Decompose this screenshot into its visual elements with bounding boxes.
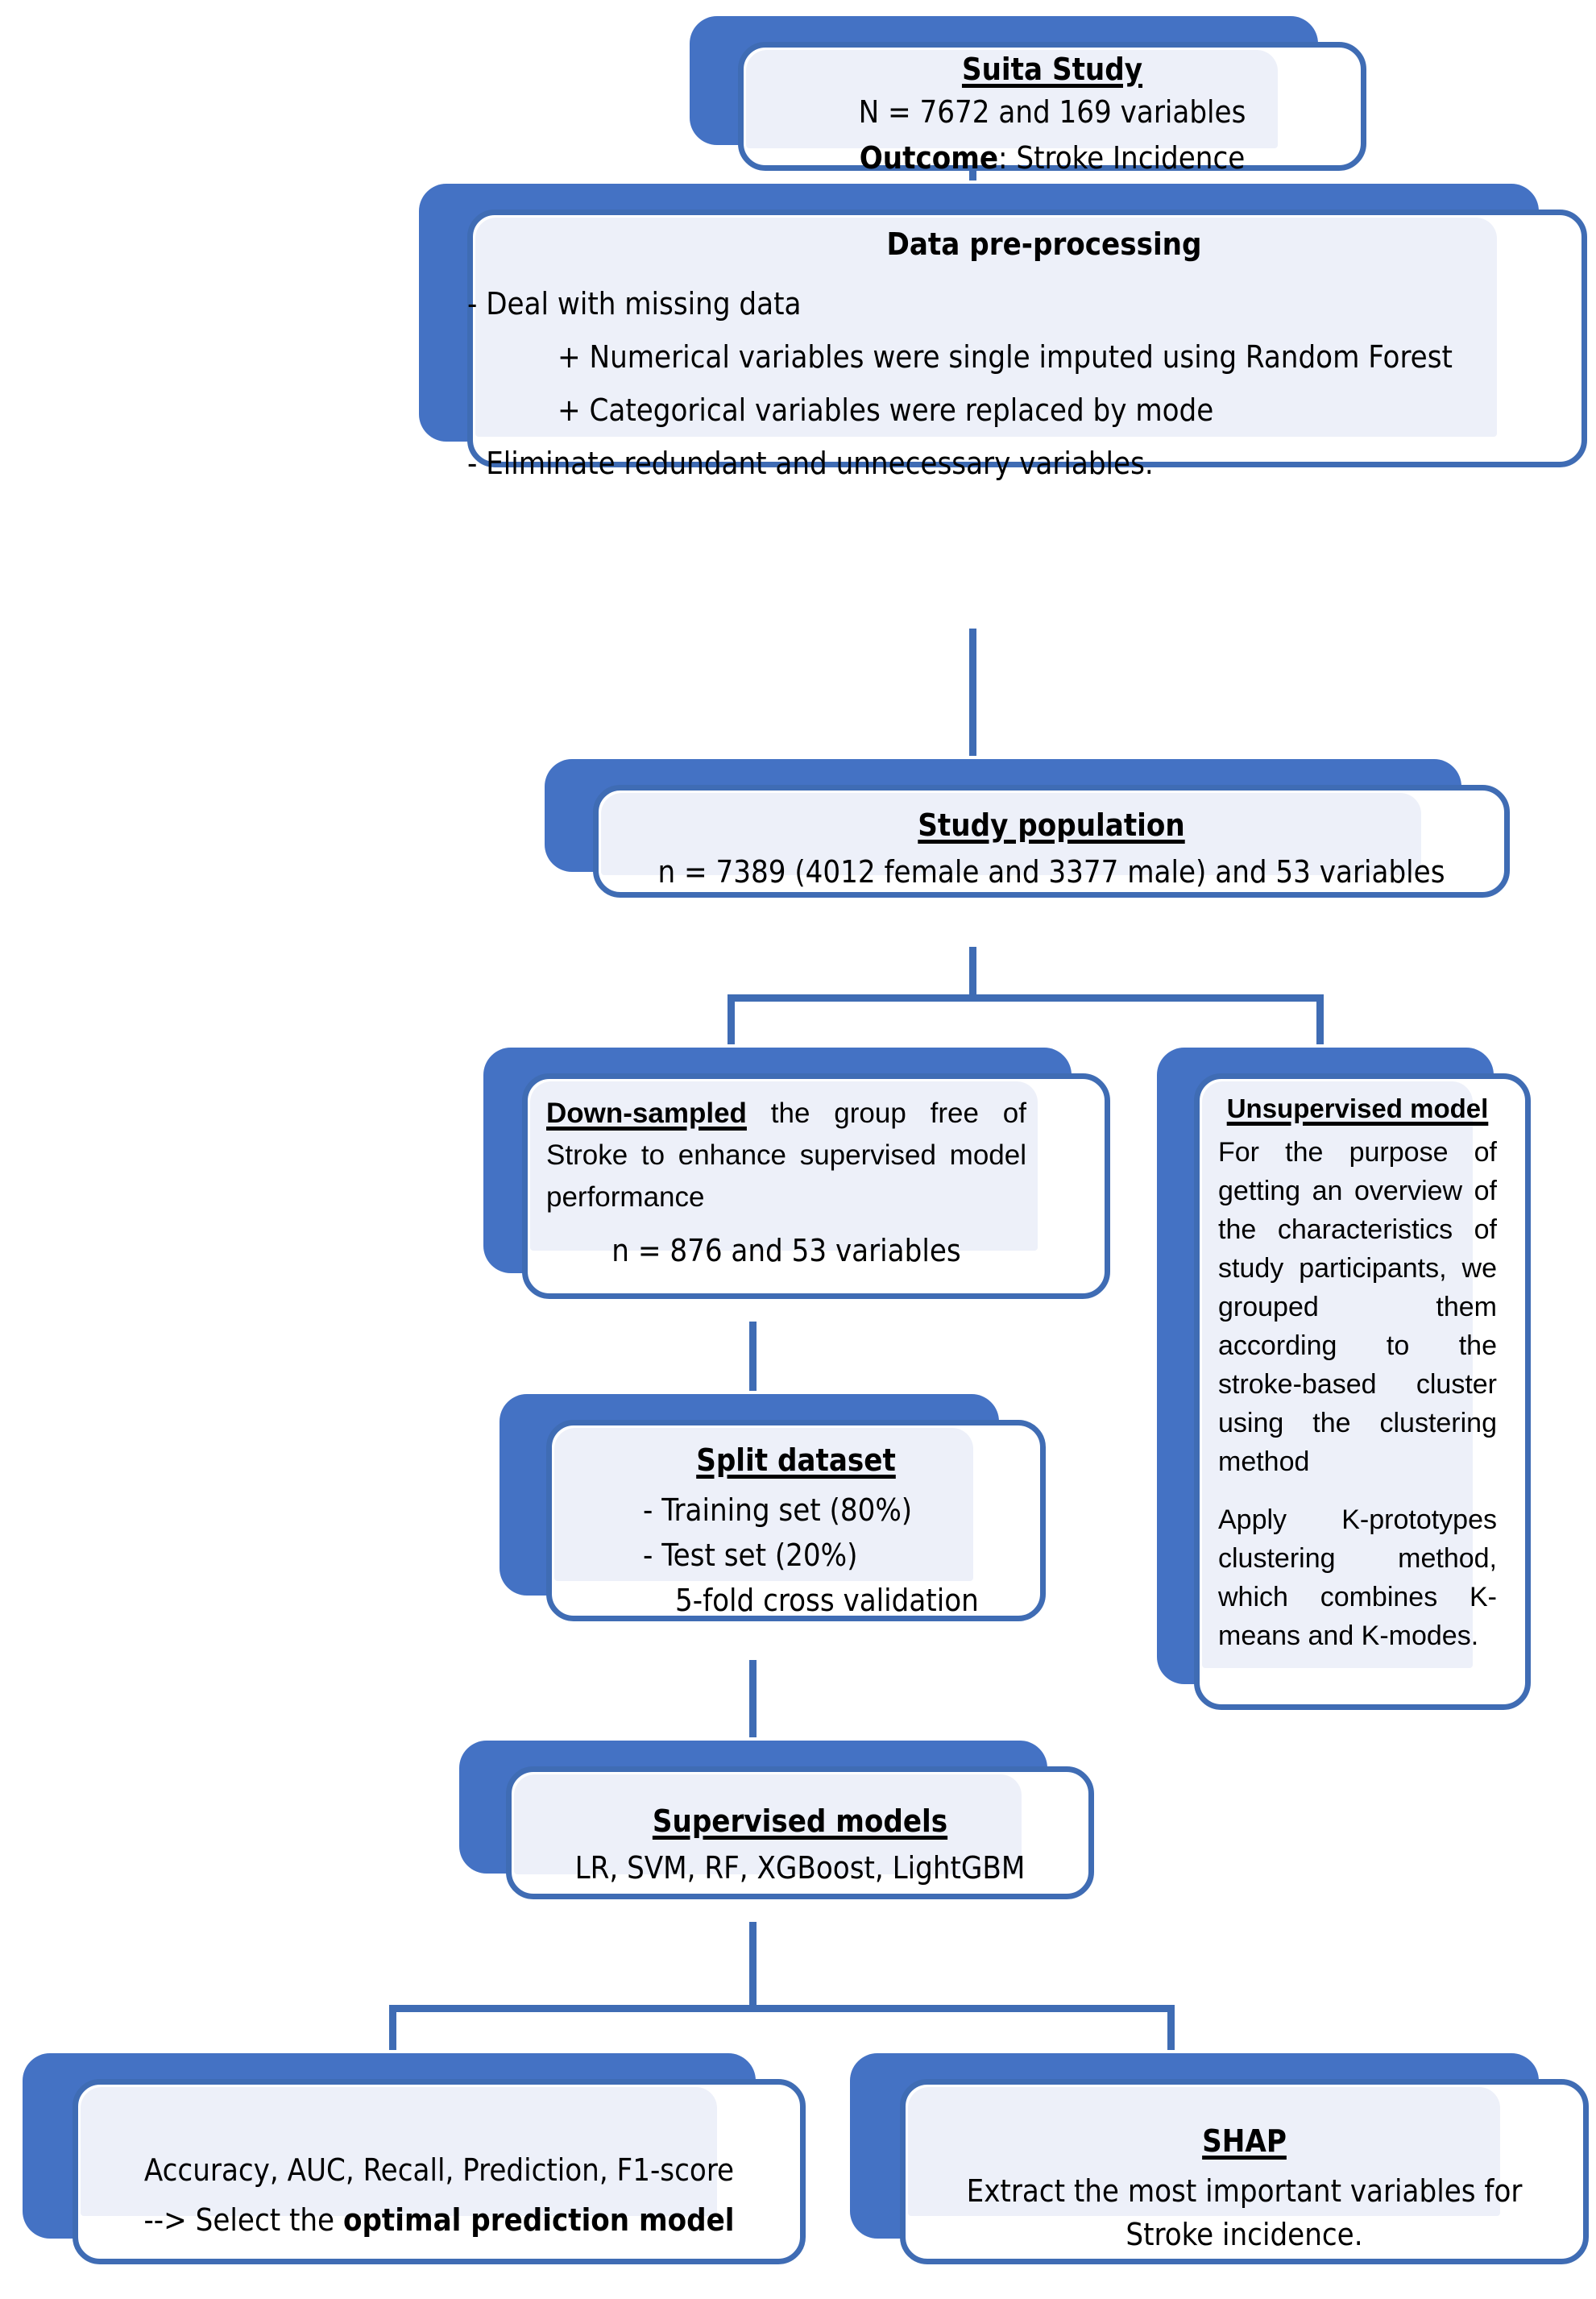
split-dataset-line1: - Training set (80%)	[643, 1492, 913, 1528]
suita-study-text	[738, 50, 1366, 178]
preprocessing-line1: - Deal with missing data	[467, 286, 802, 322]
evaluation-metrics-arrow-text: --> Select the	[143, 2202, 343, 2238]
node-unsupervised-model[interactable]	[1157, 1048, 1497, 1684]
preprocessing-line2: + Numerical variables were single imputed using Random Forest	[558, 339, 1453, 375]
split-dataset-text	[546, 1438, 1046, 1623]
evaluation-metrics-optimal: optimal prediction model	[342, 2202, 735, 2238]
study-population-title: Study population	[918, 807, 1185, 843]
node-study-population[interactable]	[545, 759, 1461, 890]
down-sampled-rest: the group free of Stroke to enhance supervised model performance	[546, 1098, 1026, 1213]
shap-line2: Stroke incidence.	[1125, 2217, 1363, 2252]
suita-study-outcome-label: Outcome	[859, 140, 999, 176]
split-dataset-line2: - Test set (20%)	[643, 1538, 858, 1573]
unsupervised-text	[1218, 1089, 1497, 1655]
node-supervised-models[interactable]	[459, 1741, 1047, 1886]
study-population-line1: n = 7389 (4012 female and 3377 male) and 53 variables	[657, 854, 1445, 890]
node-data-preprocessing[interactable]	[419, 184, 1539, 481]
supervised-models-line1: LR, SVM, RF, XGBoost, LightGBM	[574, 1850, 1026, 1886]
supervised-models-title: Supervised models	[652, 1803, 948, 1839]
preprocessing-title: Data pre-processing	[886, 226, 1202, 262]
node-evaluation-metrics[interactable]	[23, 2053, 756, 2239]
node-split-dataset[interactable]	[500, 1394, 999, 1618]
shap-text	[900, 2119, 1589, 2256]
evaluation-metrics-line2	[73, 2195, 806, 2245]
evaluation-metrics-text	[73, 2145, 806, 2245]
down-sampled-text	[546, 1093, 1026, 1272]
preprocessing-line4: - Eliminate redundant and unnecessary variables.	[467, 446, 1154, 481]
split-dataset-line3: 5-fold cross validation	[675, 1583, 979, 1618]
preprocessing-text	[445, 218, 1596, 490]
suita-study-line2	[738, 139, 1366, 178]
suita-study-line1: N = 7672 and 169 variables	[858, 94, 1246, 130]
suita-study-title: Suita Study	[961, 52, 1143, 87]
connector-population-branch-bar	[728, 994, 1324, 1002]
split-dataset-title: Split dataset	[696, 1442, 896, 1478]
connector-population-stem	[969, 947, 976, 1002]
connector-bottom-branch-bar	[389, 2005, 1175, 2012]
connector-supervised-stem	[749, 1922, 757, 2012]
supervised-models-text	[506, 1800, 1094, 1889]
suita-study-outcome-value: : Stroke Incidence	[998, 140, 1246, 176]
unsupervised-title: Unsupervised model	[1226, 1093, 1489, 1123]
down-sampled-lead: Down-sampled	[546, 1098, 747, 1129]
node-shap[interactable]	[850, 2053, 1539, 2252]
down-sampled-line2: n = 876 and 53 variables	[611, 1233, 961, 1268]
evaluation-metrics-line1: Accuracy, AUC, Recall, Prediction, F1-score	[143, 2152, 735, 2188]
shap-title: SHAP	[1202, 2123, 1287, 2159]
node-suita-study[interactable]	[690, 16, 1318, 176]
unsupervised-para2: Apply K-prototypes clustering method, which combines K-means and K-modes.	[1218, 1504, 1497, 1651]
down-sampled-body	[546, 1093, 1026, 1218]
study-population-text	[593, 804, 1510, 893]
shap-line1: Extract the most important variables for	[966, 2173, 1523, 2209]
node-down-sampled[interactable]	[483, 1048, 1072, 1273]
preprocessing-line3: + Categorical variables were replaced by mode	[558, 392, 1214, 428]
unsupervised-para1: For the purpose of getting an overview of the characteristics of study participants, we grouped them according to the stroke-based cluster using the clustering method	[1218, 1137, 1497, 1477]
